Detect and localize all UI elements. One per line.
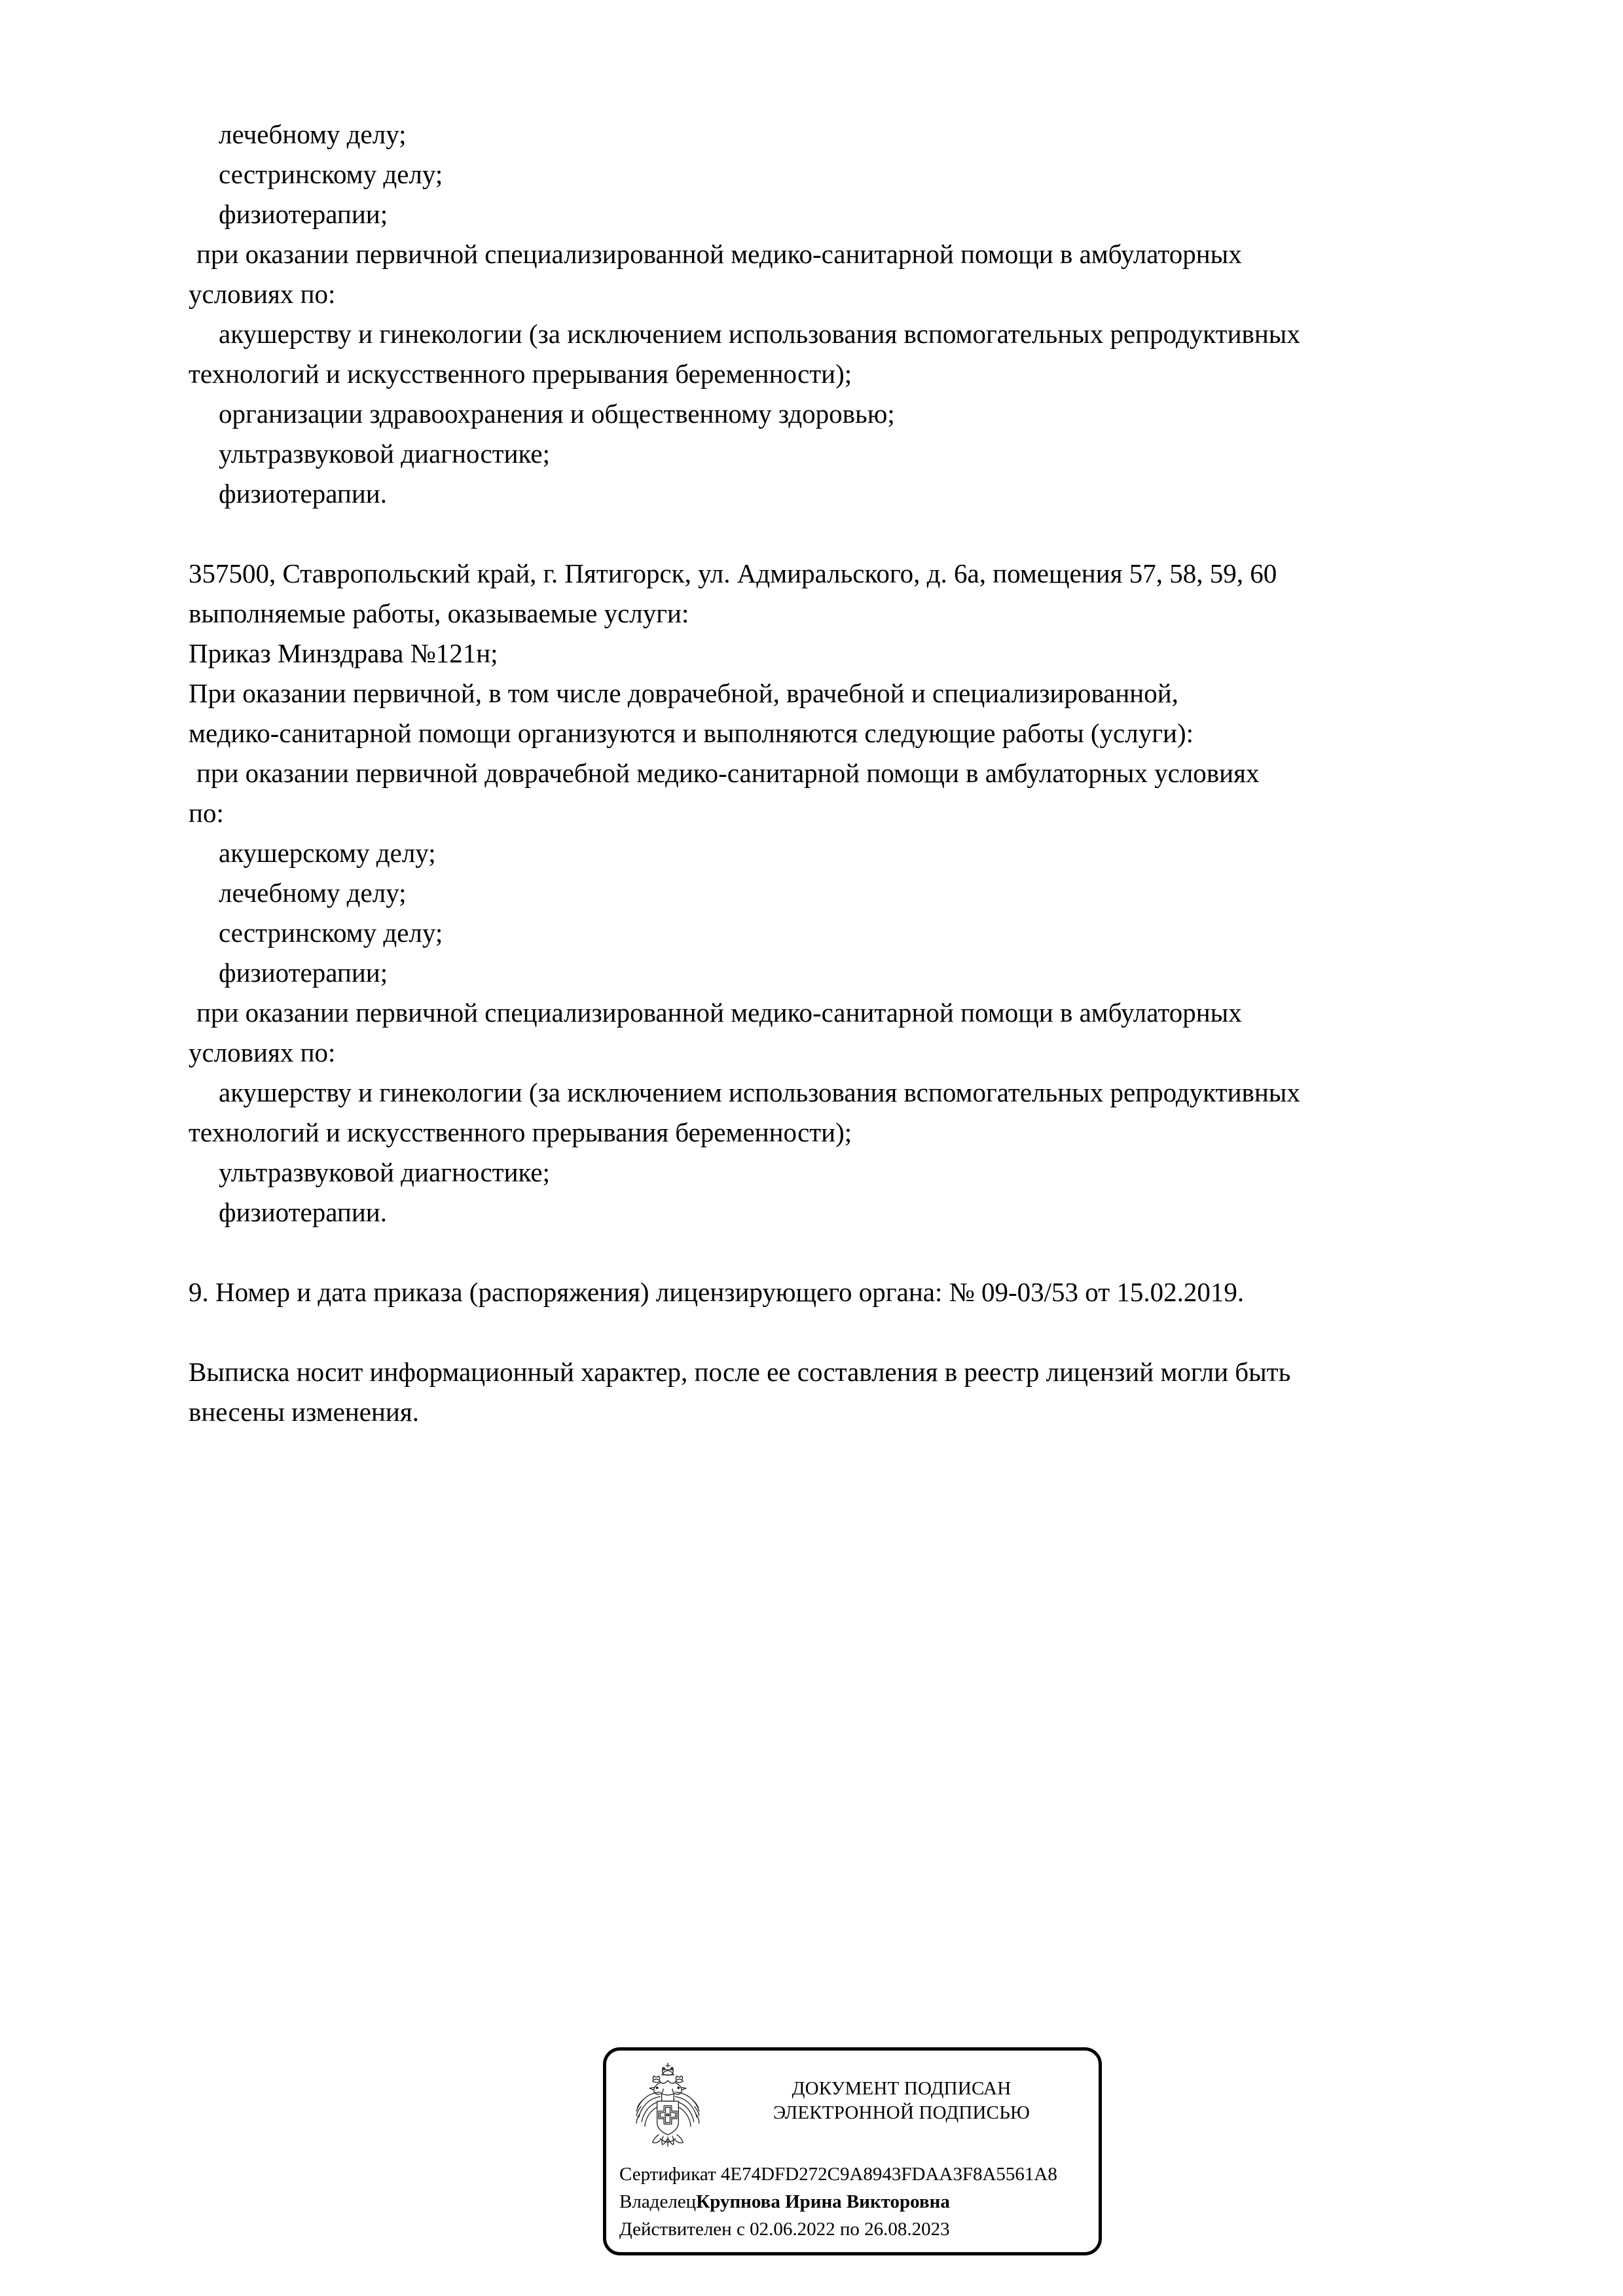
- service-group-heading: при оказании первичной специализированной медико-санитарной помощи в амбулаторных: [196, 239, 1242, 269]
- service-group-heading: при оказании первичной специализированной медико-санитарной помощи в амбулаторных: [196, 997, 1242, 1028]
- roszdravnadzor-eagle-emblem-icon: [622, 2058, 714, 2150]
- service-item: ультразвуковой диагностике;: [219, 1157, 550, 1187]
- services-block-previous-address: [189, 115, 1482, 514]
- service-item: физиотерапии.: [219, 1197, 387, 1227]
- works-services-label: выполняемые работы, оказываемые услуги:: [189, 598, 689, 628]
- clause-9-text: 9. Номер и дата приказа (распоряжения) лицензирующего органа: № 09-03/53 от 15.02.2019.: [189, 1277, 1245, 1307]
- service-item: физиотерапии.: [219, 478, 387, 509]
- validity-separator: по: [839, 2219, 860, 2240]
- owner-label: Владелец: [619, 2191, 697, 2212]
- paragraph-spacer: [189, 514, 1482, 554]
- service-item-cont: технологий и искусственного прерывания беременности);: [189, 1117, 852, 1147]
- service-item: физиотерапии;: [219, 199, 388, 229]
- services-intro-line: При оказании первичной, в том числе доврачебной, врачебной и специализированной,: [189, 678, 1178, 708]
- service-item: лечебному делу;: [219, 119, 407, 149]
- service-item: акушерству и гинекологии (за исключением использования вспомогательных репродуктивных: [219, 319, 1300, 349]
- service-item-cont: технологий и искусственного прерывания беременности);: [189, 359, 852, 389]
- address-services-block: [189, 554, 1482, 1232]
- service-group-heading-cont: по:: [189, 798, 224, 828]
- service-item: физиотерапии;: [219, 958, 388, 988]
- validity-to: 26.08.2023: [864, 2219, 950, 2240]
- service-group-heading: при оказании первичной доврачебной медико-санитарной помощи в амбулаторных условиях: [196, 758, 1260, 788]
- service-item: ультразвуковой диагностике;: [219, 439, 550, 469]
- service-item: акушерству и гинекологии (за исключением использования вспомогательных репродуктивных: [219, 1077, 1300, 1107]
- service-item: организации здравоохранения и общественному здоровью;: [219, 399, 895, 429]
- service-group-heading-cont: условиях по:: [189, 1037, 336, 1067]
- disclaimer-line: Выписка носит информационный характер, после ее составления в реестр лицензий могли быть: [189, 1357, 1291, 1387]
- stamp-header-row: [606, 2051, 1099, 2161]
- service-group-heading-cont: условиях по:: [189, 279, 336, 309]
- services-intro-line: медико-санитарной помощи организуются и выполняются следующие работы (услуги):: [189, 718, 1194, 748]
- disclaimer-line: внесены изменения.: [189, 1397, 419, 1427]
- owner-row: [619, 2188, 1099, 2215]
- clause-9-block: [189, 1272, 1482, 1312]
- document-body: [189, 115, 1482, 1432]
- validity-row: [619, 2215, 1099, 2243]
- stamp-heading-line-1: ДОКУМЕНТ ПОДПИСАН: [792, 2078, 1012, 2099]
- owner-value: Крупнова Ирина Викторовна: [696, 2191, 950, 2212]
- paragraph-spacer: [189, 1312, 1482, 1352]
- service-item: лечебному делу;: [219, 878, 407, 908]
- facility-address: 357500, Ставропольский край, г. Пятигорск, ул. Адмиральского, д. 6а, помещения 57, 58, 59, 60: [189, 558, 1277, 588]
- certificate-value: 4E74DFD272C9A8943FDAA3F8A5561A8: [720, 2164, 1057, 2185]
- disclaimer-block: [189, 1352, 1482, 1432]
- service-item: сестринскому делу;: [219, 918, 443, 948]
- stamp-heading: [714, 2058, 1099, 2125]
- validity-label: Действителен с: [619, 2219, 745, 2240]
- paragraph-spacer: [189, 1232, 1482, 1272]
- ministry-order-ref: Приказ Минздрава №121н;: [189, 638, 498, 668]
- certificate-label: Сертификат: [619, 2164, 716, 2185]
- certificate-row: [619, 2161, 1099, 2188]
- electronic-signature-stamp: [603, 2047, 1102, 2255]
- validity-from: 02.06.2022: [750, 2219, 835, 2240]
- service-item: сестринскому делу;: [219, 159, 443, 189]
- stamp-details: [606, 2161, 1099, 2243]
- stamp-heading-line-2: ЭЛЕКТРОННОЙ ПОДПИСЬЮ: [773, 2102, 1030, 2123]
- service-item: акушерскому делу;: [219, 838, 436, 868]
